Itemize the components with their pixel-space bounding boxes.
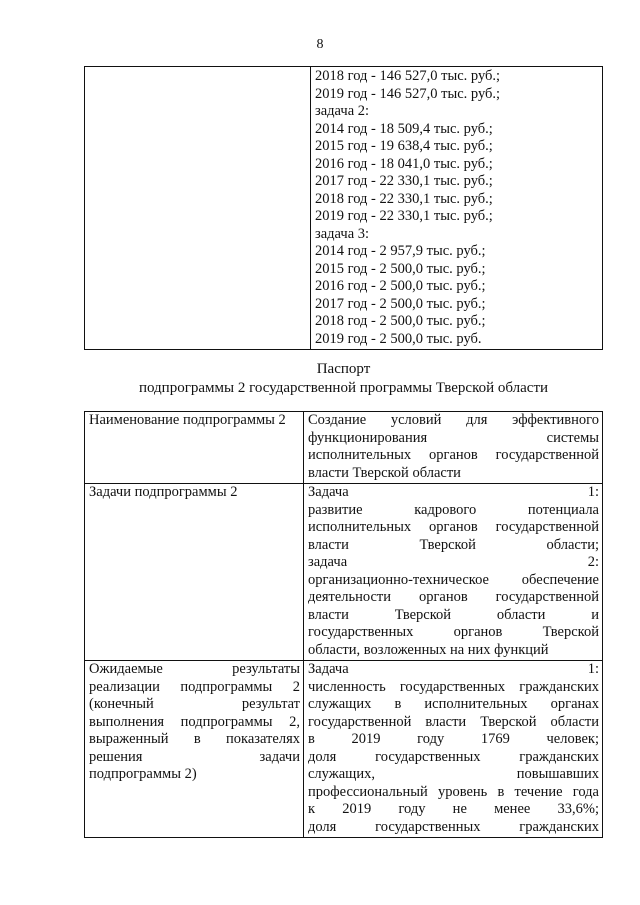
passport-value-line: в 2019 году 1769 человек; <box>308 731 599 747</box>
passport-label-line: (конечный результат <box>89 696 300 712</box>
passport-value-line: служащих, повышавших <box>308 766 599 782</box>
funding-line: 2016 год - 18 041,0 тыс. руб.; <box>315 155 493 172</box>
passport-row-name <box>85 412 603 484</box>
passport-value-line: деятельности органов государственной <box>308 589 599 605</box>
passport-value-line: доля государственных гражданских <box>308 748 599 765</box>
funding-line: 2018 год - 2 500,0 тыс. руб.; <box>315 313 486 329</box>
passport-value-line: организационно-техническое обеспечение <box>308 571 599 588</box>
funding-table <box>84 66 603 350</box>
passport-value-line: области, возложенных на них функций <box>308 641 549 658</box>
passport-value-line: к 2019 году не менее 33,6%; <box>308 801 599 817</box>
passport-label-line: реализации подпрограммы 2 <box>89 678 300 695</box>
passport-label-line: Наименование подпрограммы 2 <box>89 412 286 428</box>
passport-value-line: государственной власти Тверской области <box>308 713 599 730</box>
funding-line: задача 3: <box>315 225 370 242</box>
funding-line: 2019 год - 2 500,0 тыс. руб. <box>315 330 482 347</box>
passport-value-line: государственных органов Тверской <box>308 624 599 640</box>
passport-value-line: численность государственных гражданских <box>308 678 599 695</box>
passport-value-line: власти Тверской области <box>308 464 461 481</box>
passport-value-line: служащих в исполнительных органах <box>308 696 599 712</box>
funding-row <box>85 67 603 350</box>
passport-subtitle: подпрограммы 2 государственной программы Тверской области <box>138 380 549 396</box>
passport-label-line: выраженный в показателях <box>89 731 300 747</box>
funding-line: 2018 год - 22 330,1 тыс. руб.; <box>315 190 493 207</box>
passport-value-line: исполнительных органов государственной <box>308 519 599 535</box>
passport-label-line: выполнения подпрограммы 2, <box>89 713 300 730</box>
funding-label-cell <box>85 67 311 350</box>
passport-value-line: Задача 1: <box>308 661 599 677</box>
funding-line: 2015 год - 2 500,0 тыс. руб.; <box>315 260 486 277</box>
passport-value-line: функционирования системы <box>308 429 599 446</box>
passport-value-line: доля государственных гражданских <box>308 818 599 835</box>
passport-value-line: исполнительных органов государственной <box>308 447 599 463</box>
passport-table <box>84 411 603 838</box>
funding-line: задача 2: <box>315 103 370 119</box>
funding-line: 2018 год - 146 527,0 тыс. руб.; <box>315 68 501 84</box>
passport-value-cell <box>304 412 603 484</box>
passport-value-line: Создание условий для эффективного <box>308 412 599 428</box>
funding-line: 2014 год - 18 509,4 тыс. руб.; <box>315 120 493 137</box>
page-number: 8 <box>316 37 324 52</box>
passport-value-line: власти Тверской области и <box>308 606 599 623</box>
passport-row-results <box>85 661 603 838</box>
funding-line: 2019 год - 146 527,0 тыс. руб.; <box>315 85 501 102</box>
passport-label-cell <box>85 661 304 838</box>
passport-label-line: решения задачи <box>89 748 300 765</box>
passport-value-cell <box>304 484 603 661</box>
funding-values-cell <box>311 67 603 350</box>
funding-line: 2014 год - 2 957,9 тыс. руб.; <box>315 243 486 259</box>
passport-value-cell <box>304 661 603 838</box>
passport-value-line: Задача 1: <box>308 484 599 500</box>
passport-title: Паспорт <box>316 361 371 377</box>
passport-value-line: профессиональный уровень в течение года <box>308 783 599 800</box>
passport-value-line: власти Тверской области; <box>308 536 599 553</box>
passport-label-line: Задачи подпрограммы 2 <box>89 484 238 500</box>
funding-line: 2015 год - 19 638,4 тыс. руб.; <box>315 138 493 154</box>
funding-line: 2017 год - 22 330,1 тыс. руб.; <box>315 173 493 189</box>
passport-value-line: развитие кадрового потенциала <box>308 501 599 518</box>
funding-line: 2017 год - 2 500,0 тыс. руб.; <box>315 295 486 312</box>
funding-line: 2019 год - 22 330,1 тыс. руб.; <box>315 208 493 224</box>
passport-label-line: подпрограммы 2) <box>89 766 197 782</box>
passport-label-cell <box>85 484 304 661</box>
funding-line: 2016 год - 2 500,0 тыс. руб.; <box>315 278 486 294</box>
passport-value-line: задача 2: <box>308 554 599 570</box>
passport-label-cell <box>85 412 304 484</box>
passport-label-line: Ожидаемые результаты <box>89 661 300 677</box>
passport-row-tasks <box>85 484 603 661</box>
